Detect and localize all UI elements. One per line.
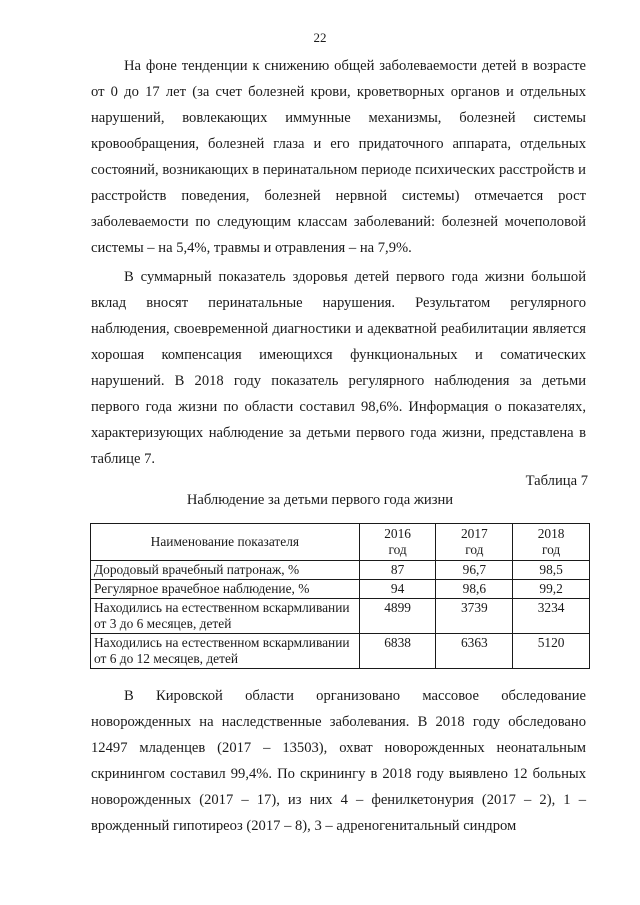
row-value-2016: 6838 [359, 634, 436, 669]
table-row [91, 634, 590, 669]
row-value-2017: 6363 [436, 634, 513, 669]
table-row [91, 580, 590, 599]
header-year-2016-value: 2016 [384, 526, 411, 541]
paragraph-neonatal-screening: В Кировской области организовано массовое обследование новорожденных на наследственные заболевания. В 2018 году обследовано 12497 младенцев (2017 – 13503), охват новорожденных неонатальным скринингом составил 99,4%. По скринингу в 2018 году выявлено 12 больных новорожденных (2017 – 17), из них 4 – фенилкетонурия (2017 – 2), 1 – врожденный гипотиреоз (2017 – 8), 3 – адреногенитальный синдром [91, 688, 586, 834]
header-year-2018-word: год [541, 542, 561, 557]
row-value-2017: 98,6 [436, 580, 513, 599]
paragraph-infant-health: В суммарный показатель здоровья детей первого года жизни большой вклад вносят перинатальные нарушения. Результатом регулярного наблюдения, своевременной диагностики и адекватной реабилитации является хорошая компенсация имеющихся функциональных и соматических нарушений. В 2018 году показатель регулярного наблюдения за детьми первого года жизни по области составил 98,6%. Информация о показателях, характеризующих наблюдение за детьми первого года жизни, представлена в таблице 7. [91, 269, 586, 467]
row-value-2017: 3739 [436, 599, 513, 634]
header-year-2018-value: 2018 [537, 526, 565, 541]
paragraph-morbidity: На фоне тенденции к снижению общей заболеваемости детей в возрасте от 0 до 17 лет (за счет болезней крови, кроветворных органов и отдельных нарушений, вовлекающих иммунные механизмы, болезней системы кровообращения, болезней глаза и его придаточного аппарата, отдельных состояний, возникающих в перинатальном периоде психических расстройств и расстройств поведения, болезней нервной системы) отмечается рост заболеваемости по следующим классам заболеваний: болезней мочеполовой системы – на 5,4%, травмы и отравления – на 7,9%. [91, 58, 586, 256]
infant-observation-table [90, 523, 590, 669]
table-title: Наблюдение за детьми первого года жизни [186, 492, 454, 508]
header-year-2016-word: год [388, 542, 407, 557]
table-label: Таблица 7 [525, 473, 588, 489]
header-year-2018 [513, 524, 590, 561]
row-value-2016: 87 [359, 561, 436, 580]
table-row [91, 561, 590, 580]
header-year-2016 [359, 524, 436, 561]
row-value-2016: 4899 [359, 599, 436, 634]
row-value-2016: 94 [359, 580, 436, 599]
header-year-2017 [436, 524, 513, 561]
header-indicator-name: Наименование показателя [91, 524, 360, 561]
row-name: Дородовый врачебный патронаж, % [91, 561, 360, 580]
row-value-2018: 98,5 [513, 561, 590, 580]
row-value-2018: 99,2 [513, 580, 590, 599]
header-year-2017-value: 2017 [460, 526, 488, 541]
row-name: Находились на естественном вскармливании от 6 до 12 месяцев, детей [91, 634, 360, 669]
row-value-2017: 96,7 [436, 561, 513, 580]
row-name: Регулярное врачебное наблюдение, % [91, 580, 360, 599]
row-value-2018: 3234 [513, 599, 590, 634]
row-name: Находились на естественном вскармливании от 3 до 6 месяцев, детей [91, 599, 360, 634]
page-number: 22 [313, 30, 327, 45]
table-header-row [91, 524, 590, 561]
table-row [91, 599, 590, 634]
header-year-2017-word: год [465, 542, 484, 557]
row-value-2018: 5120 [513, 634, 590, 669]
